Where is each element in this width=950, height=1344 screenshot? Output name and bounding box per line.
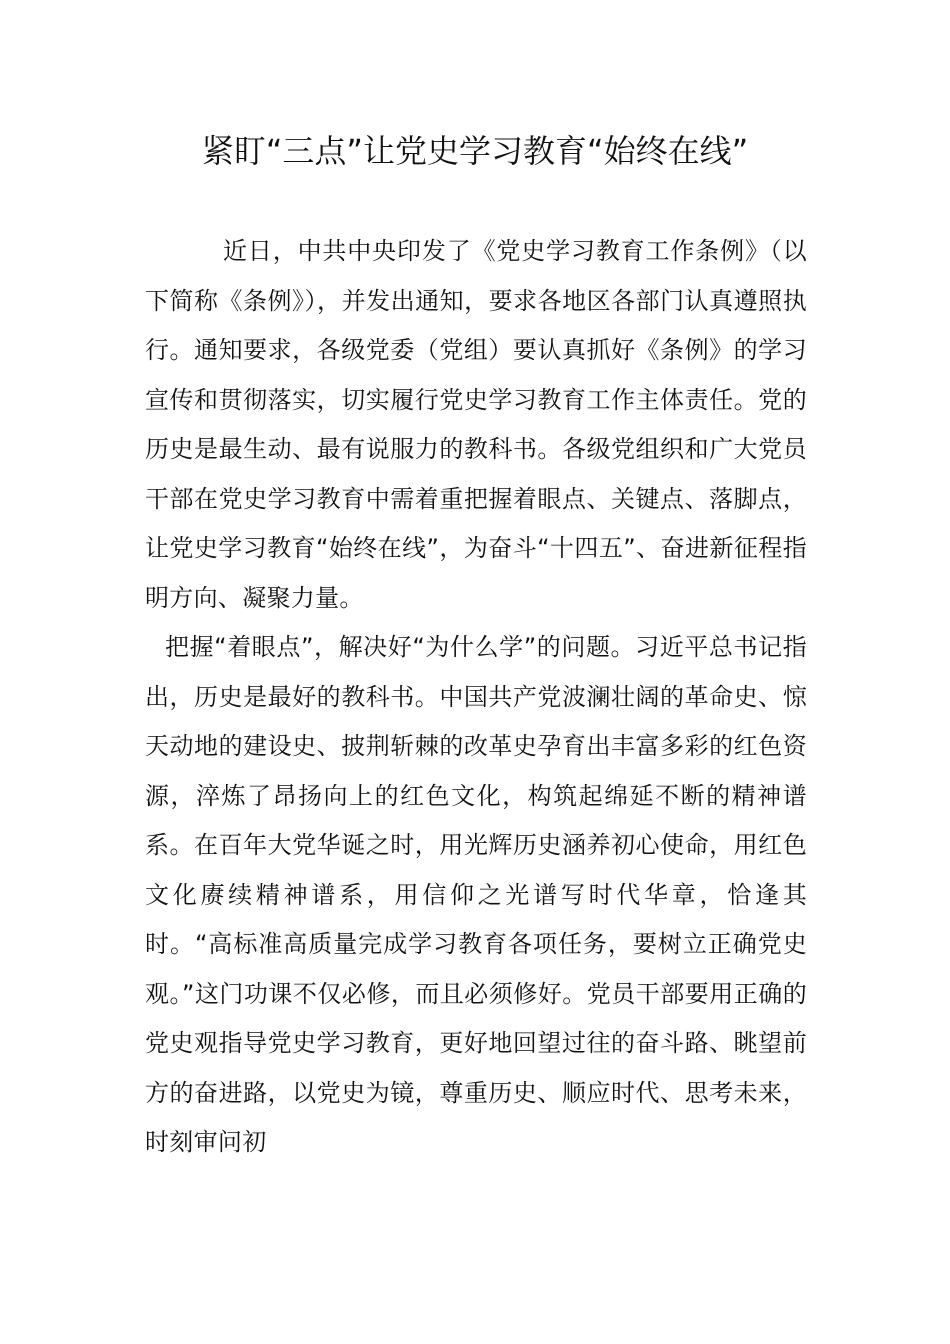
- paragraph-intro: 近日，中共中央印发了《党史学习教育工作条例》（以下简称《条例》），并发出通知，要求各地区各部门认真遵照执行。通知要求，各级党委（党组）要认真抓好《条例》的学习宣传和贯彻落实，切实履行党史学习教育工作主体责任。党的历史是最生动、最有说服力的教科书。各级党组织和广大党员干部在党史学习教育中需着重把握着眼点、关键点、落脚点，让党史学习教育“始终在线”，为奋斗“十四五”、奋进新征程指明方向、凝聚力量。: [145, 237, 807, 612]
- document-body: [145, 227, 807, 1168]
- paragraph-focus-point: 把握“着眼点”，解决好“为什么学”的问题。习近平总书记指出，历史是最好的教科书。中国共产党波澜壮阔的革命史、惊天动地的建设史、披荆斩棘的改革史孕育出丰富多彩的红色资源，淬炼了昂扬向上的红色文化，构筑起绵延不断的精神谱系。在百年大党华诞之时，用光辉历史涵养初心使命，用红色文化赓续精神谱系，用信仰之光谱写时代华章，恰逢其时。“高标准高质量完成学习教育各项任务，要树立正确党史观。”这门功课不仅必修，而且必须修好。党员干部要用正确的党史观指导党史学习教育，更好地回望过往的奋斗路、眺望前方的奋进路，以党史为镜，尊重历史、顺应时代、思考未来，时刻审问初: [145, 633, 807, 1156]
- document-title: 紧盯“三点”让党史学习教育“始终在线”: [201, 132, 749, 170]
